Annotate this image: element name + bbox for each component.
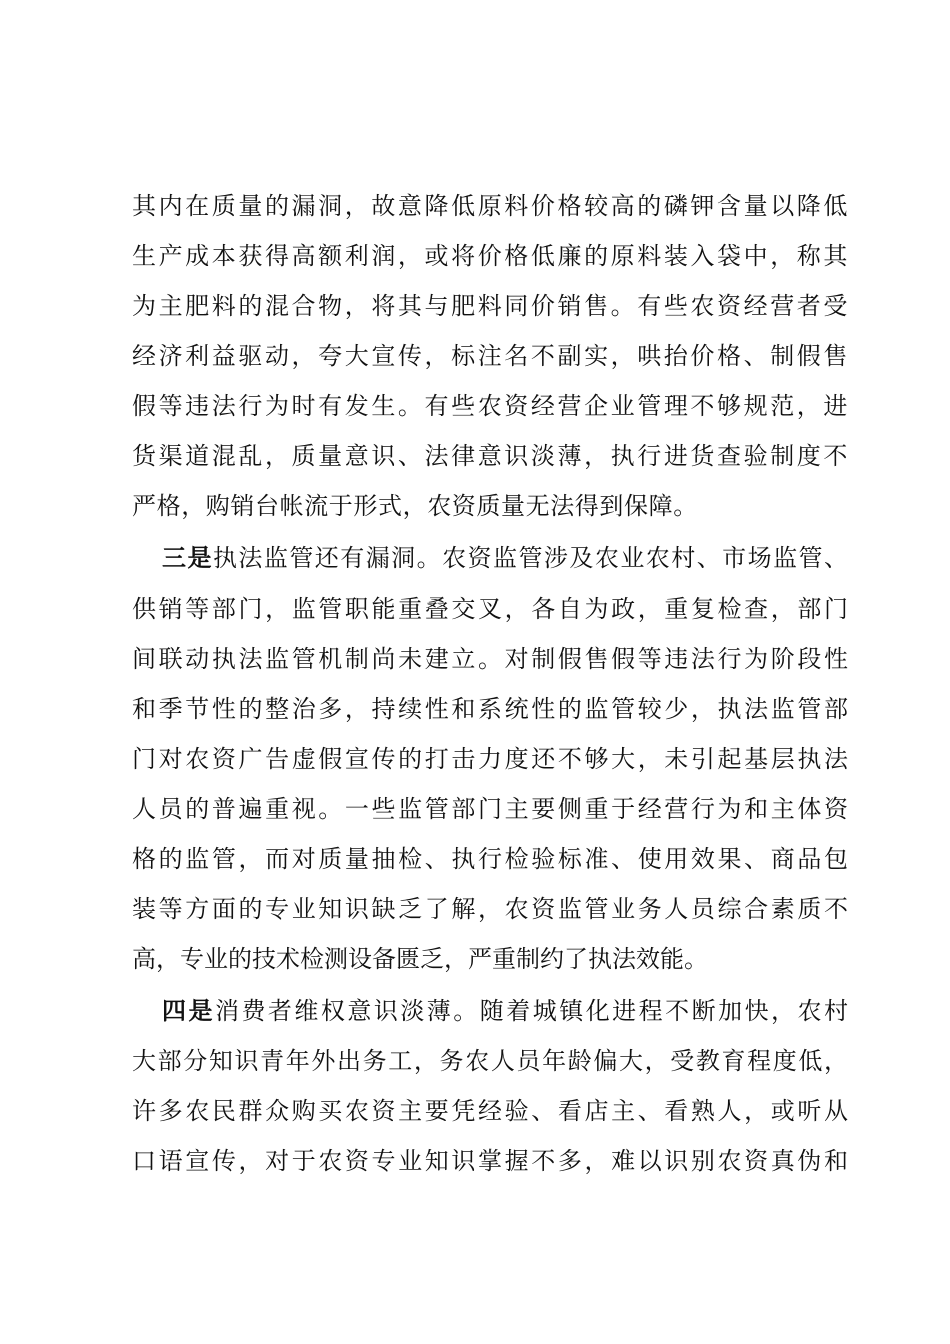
text-line: 间联动执法监管机制尚未建立。对制假售假等违法行为阶段性 — [132, 645, 848, 673]
text-line: 供销等部门，监管职能重叠交叉，各自为政，重复检查，部门 — [132, 595, 848, 623]
paragraph-point-three-first-line — [162, 538, 848, 578]
paragraph-point-four-first-line — [162, 991, 848, 1031]
text-line: 许多农民群众购买农资主要凭经验、看店主、看熟人，或听从 — [132, 1097, 848, 1125]
text-line: 严格，购销台帐流于形式，农资质量无法得到保障。 — [132, 492, 698, 520]
text-line: 高，专业的技术检测设备匮乏，严重制约了执法效能。 — [132, 945, 708, 973]
text-line: 假等违法行为时有发生。有些农资经营企业管理不够规范，进 — [132, 392, 848, 420]
text-line: 和季节性的整治多，持续性和系统性的监管较少，执法监管部 — [132, 695, 848, 723]
point-three-lead: 三是 — [162, 543, 213, 572]
text-line: 生产成本获得高额利润，或将价格低廉的原料装入袋中，称其 — [132, 242, 848, 270]
text-line: 门对农资广告虚假宣传的打击力度还不够大，未引起基层执法 — [132, 745, 848, 773]
point-four-lead: 四是 — [162, 996, 215, 1025]
text-line: 货渠道混乱，质量意识、法律意识淡薄，执行进货查验制度不 — [132, 442, 848, 470]
text-line: 大部分知识青年外出务工，务农人员年龄偏大，受教育程度低， — [132, 1047, 848, 1075]
point-three-heading-text: 执法监管还有漏洞。农资监管涉及农业农村、市场监管、 — [212, 544, 849, 572]
text-line: 口语宣传，对于农资专业知识掌握不多，难以识别农资真伪和 — [132, 1147, 848, 1175]
text-line: 其内在质量的漏洞，故意降低原料价格较高的磷钾含量以降低 — [132, 192, 848, 220]
text-line: 人员的普遍重视。一些监管部门主要侧重于经营行为和主体资 — [132, 795, 848, 823]
text-line: 装等方面的专业知识缺乏了解，农资监管业务人员综合素质不 — [132, 895, 848, 923]
text-line: 经济利益驱动，夸大宣传，标注名不副实，哄抬价格、制假售 — [132, 342, 848, 370]
text-line: 为主肥料的混合物，将其与肥料同价销售。有些农资经营者受 — [132, 292, 848, 320]
text-line: 格的监管，而对质量抽检、执行检验标准、使用效果、商品包 — [132, 845, 848, 873]
point-four-heading-text: 消费者维权意识淡薄。随着城镇化进程不断加快，农村 — [214, 997, 849, 1025]
